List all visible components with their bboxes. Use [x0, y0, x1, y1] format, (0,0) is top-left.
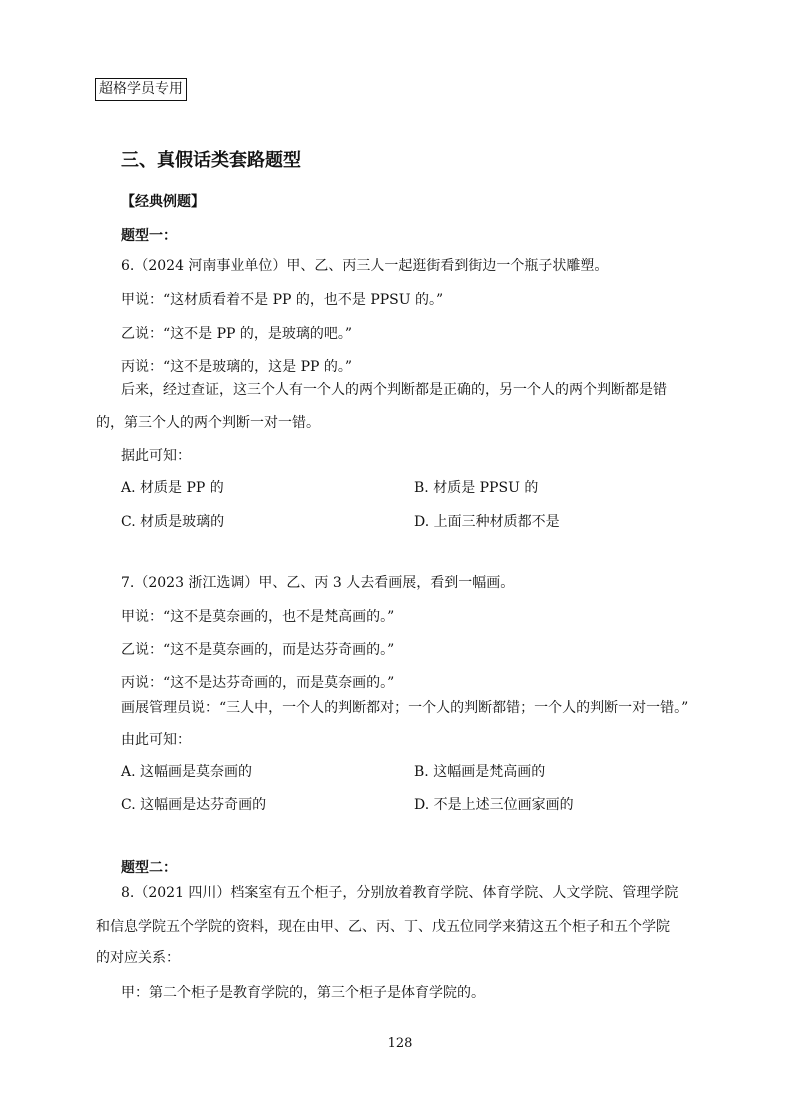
q6-condition-line1: 后来，经过查证，这三个人有一个人的两个判断都是正确的，另一个人的两个判断都是错 — [121, 382, 667, 398]
q7-option-d: D. 不是上述三位画家画的 — [414, 797, 574, 813]
q6-condition-line2: 的，第三个人的两个判断一对一错。 — [96, 415, 320, 431]
q6-yi: 乙说：“这不是 PP 的，是玻璃的吧。” — [121, 326, 353, 342]
q7-option-a: A. 这幅画是莫奈画的 — [121, 764, 253, 780]
q7-admin-statement: 画展管理员说：“三人中，一个人的判断都对；一个人的判断都错；一个人的判断一对一错。” — [121, 700, 689, 716]
q6-option-b: B. 材质是 PPSU 的 — [414, 480, 539, 496]
type2-label: 题型二： — [121, 860, 177, 876]
q6-ask: 据此可知： — [121, 448, 191, 464]
q8-line2: 和信息学院五个学院的资料，现在由甲、乙、丙、丁、戊五位同学来猜这五个柜子和五个学院 — [96, 919, 670, 935]
q6-option-c: C. 材质是玻璃的 — [121, 514, 225, 530]
example-label: 【经典例题】 — [121, 194, 205, 210]
q7-bing: 丙说：“这不是达芬奇画的，而是莫奈画的。” — [121, 675, 395, 691]
page-number: 128 — [387, 1036, 413, 1051]
q6-stem: 6.（2024 河南事业单位）甲、乙、丙三人一起逛街看到街边一个瓶子状雕塑。 — [121, 258, 609, 274]
q6-option-a: A. 材质是 PP 的 — [121, 480, 224, 496]
q7-jia: 甲说：“这不是莫奈画的，也不是梵高画的。” — [121, 609, 395, 625]
section-title: 三、真假话类套路题型 — [121, 150, 301, 171]
q7-option-c: C. 这幅画是达芬奇画的 — [121, 797, 267, 813]
q8-line3: 的对应关系： — [96, 950, 180, 966]
q7-stem: 7.（2023 浙江选调）甲、乙、丙 3 人去看画展，看到一幅画。 — [121, 575, 515, 591]
q6-option-d: D. 上面三种材质都不是 — [414, 514, 560, 530]
stamp-label: 超格学员专用 — [95, 78, 187, 101]
q6-bing: 丙说：“这不是玻璃的，这是 PP 的。” — [121, 359, 353, 375]
q7-ask: 由此可知： — [121, 732, 191, 748]
q8-line1: 8.（2021 四川）档案室有五个柜子，分别放着教育学院、体育学院、人文学院、管理学院 — [121, 885, 679, 901]
q8-jia: 甲：第二个柜子是教育学院的，第三个柜子是体育学院的。 — [121, 985, 485, 1001]
type1-label: 题型一： — [121, 228, 177, 244]
q7-yi: 乙说：“这不是莫奈画的，而是达芬奇画的。” — [121, 642, 395, 658]
q7-option-b: B. 这幅画是梵高画的 — [414, 764, 546, 780]
q6-jia: 甲说：“这材质看着不是 PP 的，也不是 PPSU 的。” — [121, 292, 444, 308]
